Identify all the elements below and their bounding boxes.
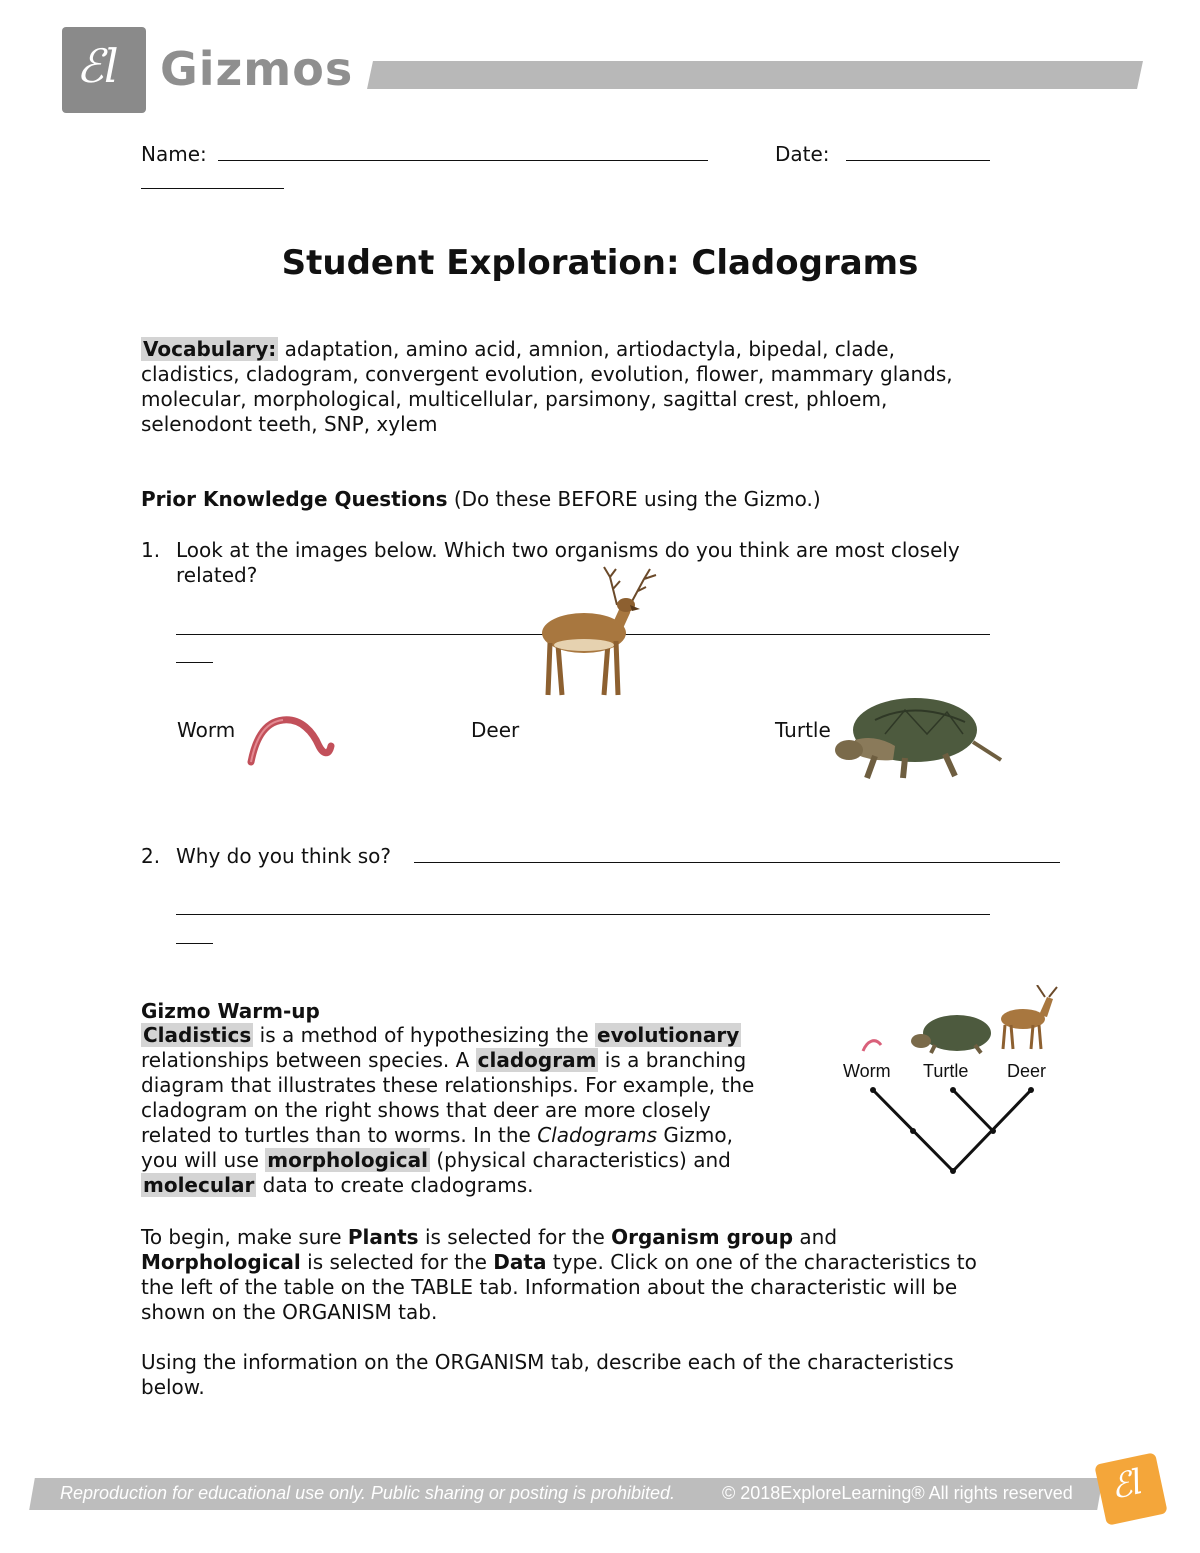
- setting-data: Data: [493, 1250, 547, 1274]
- text-run: is a method of hypothesizing the: [253, 1023, 596, 1047]
- q1-line: related?: [176, 563, 258, 587]
- setting-plants: Plants: [347, 1225, 419, 1249]
- explorelearning-logo: [62, 27, 146, 113]
- cladogram-label-worm: Worm: [843, 1061, 891, 1081]
- deer-label: Deer: [471, 718, 520, 742]
- q2-text: Why do you think so?: [176, 844, 391, 868]
- footer-copyright: © 2018ExploreLearning® All rights reserved: [722, 1483, 1073, 1503]
- cladogram-deer-icon: [1001, 985, 1057, 1049]
- text-run: (physical characteristics) and: [429, 1148, 731, 1172]
- vocabulary-line: selenodont teeth, SNP, xylem: [141, 412, 438, 436]
- q1-line: Look at the images below. Which two organisms do you think are most closely: [176, 538, 960, 562]
- warmup-paragraph-1: [141, 1023, 821, 1198]
- vocabulary-block: [141, 337, 1081, 437]
- text-run: you will use: [141, 1148, 266, 1172]
- setting-organism-group: Organism group: [611, 1225, 794, 1249]
- q2-answer-line[interactable]: [414, 862, 1060, 863]
- date-field-continued[interactable]: [141, 188, 284, 189]
- q2-answer-line-tail[interactable]: [176, 943, 213, 944]
- page-title: Student Exploration: Cladograms: [281, 243, 919, 283]
- badge-mark: ℰl: [1107, 1461, 1147, 1508]
- cladogram-figure: [835, 985, 1065, 1175]
- gizmo-name: Cladograms: [537, 1123, 657, 1147]
- turtle-label: Turtle: [775, 718, 831, 742]
- text-line: Using the information on the ORGANISM tab, describe each of the characteristics: [141, 1350, 954, 1374]
- text-run: Gizmo,: [657, 1123, 733, 1147]
- text-run: is selected for the: [300, 1250, 494, 1274]
- cladogram-label-turtle: Turtle: [923, 1061, 969, 1081]
- term-cladistics: Cladistics: [143, 1023, 252, 1047]
- cladogram-turtle-icon: [911, 1015, 991, 1053]
- text-run: is a branching: [598, 1048, 747, 1072]
- q1-number: 1.: [141, 538, 161, 562]
- brand-name: Gizmos: [160, 42, 354, 96]
- text-run: data to create cladograms.: [256, 1173, 534, 1197]
- vocabulary-line: adaptation, amino acid, amnion, artiodactyla, bipedal, clade,: [284, 337, 895, 361]
- text-line: shown on the ORGANISM tab.: [141, 1300, 438, 1324]
- text-line: diagram that illustrates these relationships. For example, the: [141, 1073, 755, 1097]
- vocabulary-line: cladistics, cladogram, convergent evolution, evolution, flower, mammary glands,: [141, 362, 953, 386]
- setting-morphological: Morphological: [141, 1250, 301, 1274]
- text-line: cladogram on the right shows that deer are more closely: [141, 1098, 711, 1122]
- term-cladogram: cladogram: [477, 1048, 597, 1072]
- text-run: To begin, make sure: [141, 1225, 348, 1249]
- vocabulary-line: molecular, morphological, multicellular, parsimony, sagittal crest, phloem,: [141, 387, 888, 411]
- text-run: related to turtles than to worms. In the: [141, 1123, 538, 1147]
- q1-answer-line-tail[interactable]: [176, 662, 213, 663]
- date-label: Date:: [775, 142, 830, 166]
- warmup-paragraph-2: [141, 1225, 1081, 1325]
- term-molecular: molecular: [143, 1173, 255, 1197]
- worm-image: [243, 712, 337, 770]
- worm-label: Worm: [177, 718, 236, 742]
- term-evolutionary: evolutionary: [597, 1023, 740, 1047]
- logo-mark: ℰl: [76, 39, 119, 93]
- name-label: Name:: [141, 142, 207, 166]
- cladogram-label-deer: Deer: [1007, 1061, 1047, 1081]
- warmup-paragraph-3: [141, 1350, 1081, 1400]
- q2-answer-line-2[interactable]: [176, 914, 990, 915]
- name-field[interactable]: [218, 160, 708, 161]
- prior-heading-text: Prior Knowledge Questions: [141, 487, 448, 511]
- text-run: type. Click on one of the characteristics to: [546, 1250, 977, 1274]
- turtle-image: [815, 690, 1005, 782]
- text-run: is selected for the: [418, 1225, 612, 1249]
- deer-image: [522, 565, 672, 700]
- vocabulary-label: Vocabulary:: [143, 337, 277, 361]
- cladogram-worm-icon: [863, 1041, 881, 1051]
- header-bar: [367, 61, 1143, 89]
- prior-knowledge-heading: [141, 487, 821, 511]
- q2-number: 2.: [141, 844, 161, 868]
- footer-logo-badge: [1094, 1452, 1168, 1526]
- cladogram-branches: [873, 1090, 1031, 1171]
- prior-note: (Do these BEFORE using the Gizmo.): [453, 487, 821, 511]
- date-field[interactable]: [846, 160, 990, 161]
- footer-notice: Reproduction for educational use only. Public sharing or posting is prohibited.: [60, 1483, 676, 1503]
- warmup-heading: Gizmo Warm-up: [141, 999, 320, 1023]
- text-line: below.: [141, 1375, 205, 1399]
- text-run: relationships between species. A: [141, 1048, 476, 1072]
- text-line: the left of the table on the TABLE tab. Information about the characteristic will be: [141, 1275, 958, 1299]
- text-run: and: [793, 1225, 838, 1249]
- term-morphological: morphological: [267, 1148, 428, 1172]
